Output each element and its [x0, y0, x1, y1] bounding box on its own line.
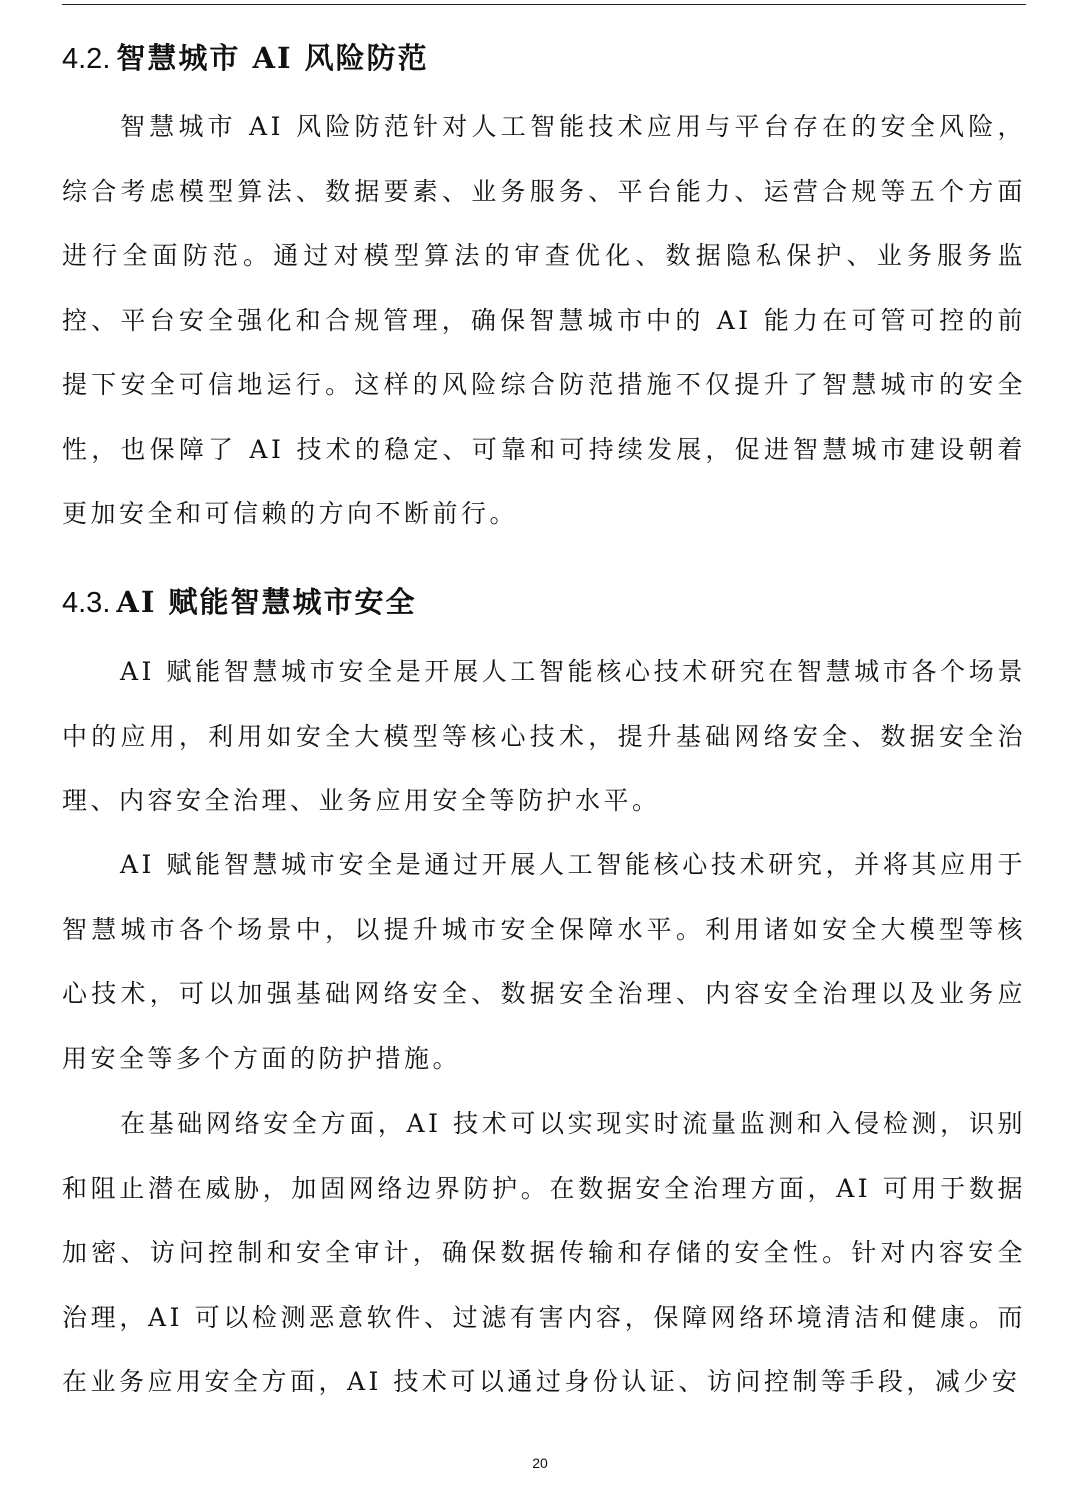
- paragraph: 在基础网络安全方面，AI 技术可以实现实时流量监测和入侵检测，识别和阻止潜在威胁，加固网络边界防护。在数据安全治理方面，AI 可用于数据加密、访问控制和安全审计，确保数据传输和存储的安全性。针对内容安全治理，AI 可以检测恶意软件、过滤有害内容，保障网络环境清洁和健康。而在业务应用安全方面，AI 技术可以通过身份认证、访问控制等手段，减少安: [62, 1109, 1026, 1396]
- header-rule: [62, 4, 1026, 5]
- paragraph: AI 赋能智慧城市安全是开展人工智能核心技术研究在智慧城市各个场景中的应用，利用如安全大模型等核心技术，提升基础网络安全、数据安全治理、内容安全治理、业务应用安全等防护水平。: [62, 657, 1026, 815]
- section-number: 4.3.: [62, 587, 111, 619]
- section-heading-4-3: [62, 582, 417, 623]
- section-heading-4-2: [62, 38, 429, 79]
- paragraph: 智慧城市 AI 风险防范针对人工智能技术应用与平台存在的安全风险，综合考虑模型算法、数据要素、业务服务、平台能力、运营合规等五个方面进行全面防范。通过对模型算法的审查优化、数据隐私保护、业务服务监控、平台安全强化和合规管理，确保智慧城市中的 AI 能力在可管可控的前提下安全可信地运行。这样的风险综合防范措施不仅提升了智慧城市的安全性，也保障了 AI 技术的稳定、可靠和可持续发展，促进智慧城市建设朝着更加安全和可信赖的方向不断前行。: [62, 112, 1026, 528]
- section-title: 智慧城市 AI 风险防范: [116, 41, 429, 75]
- page-number: 20: [532, 1455, 548, 1471]
- section-number: 4.2.: [62, 43, 111, 75]
- section-title: AI 赋能智慧城市安全: [116, 585, 417, 619]
- paragraph: AI 赋能智慧城市安全是通过开展人工智能核心技术研究，并将其应用于智慧城市各个场景中，以提升城市安全保障水平。利用诸如安全大模型等核心技术，可以加强基础网络安全、数据安全治理、内容安全治理以及业务应用安全等多个方面的防护措施。: [62, 850, 1026, 1073]
